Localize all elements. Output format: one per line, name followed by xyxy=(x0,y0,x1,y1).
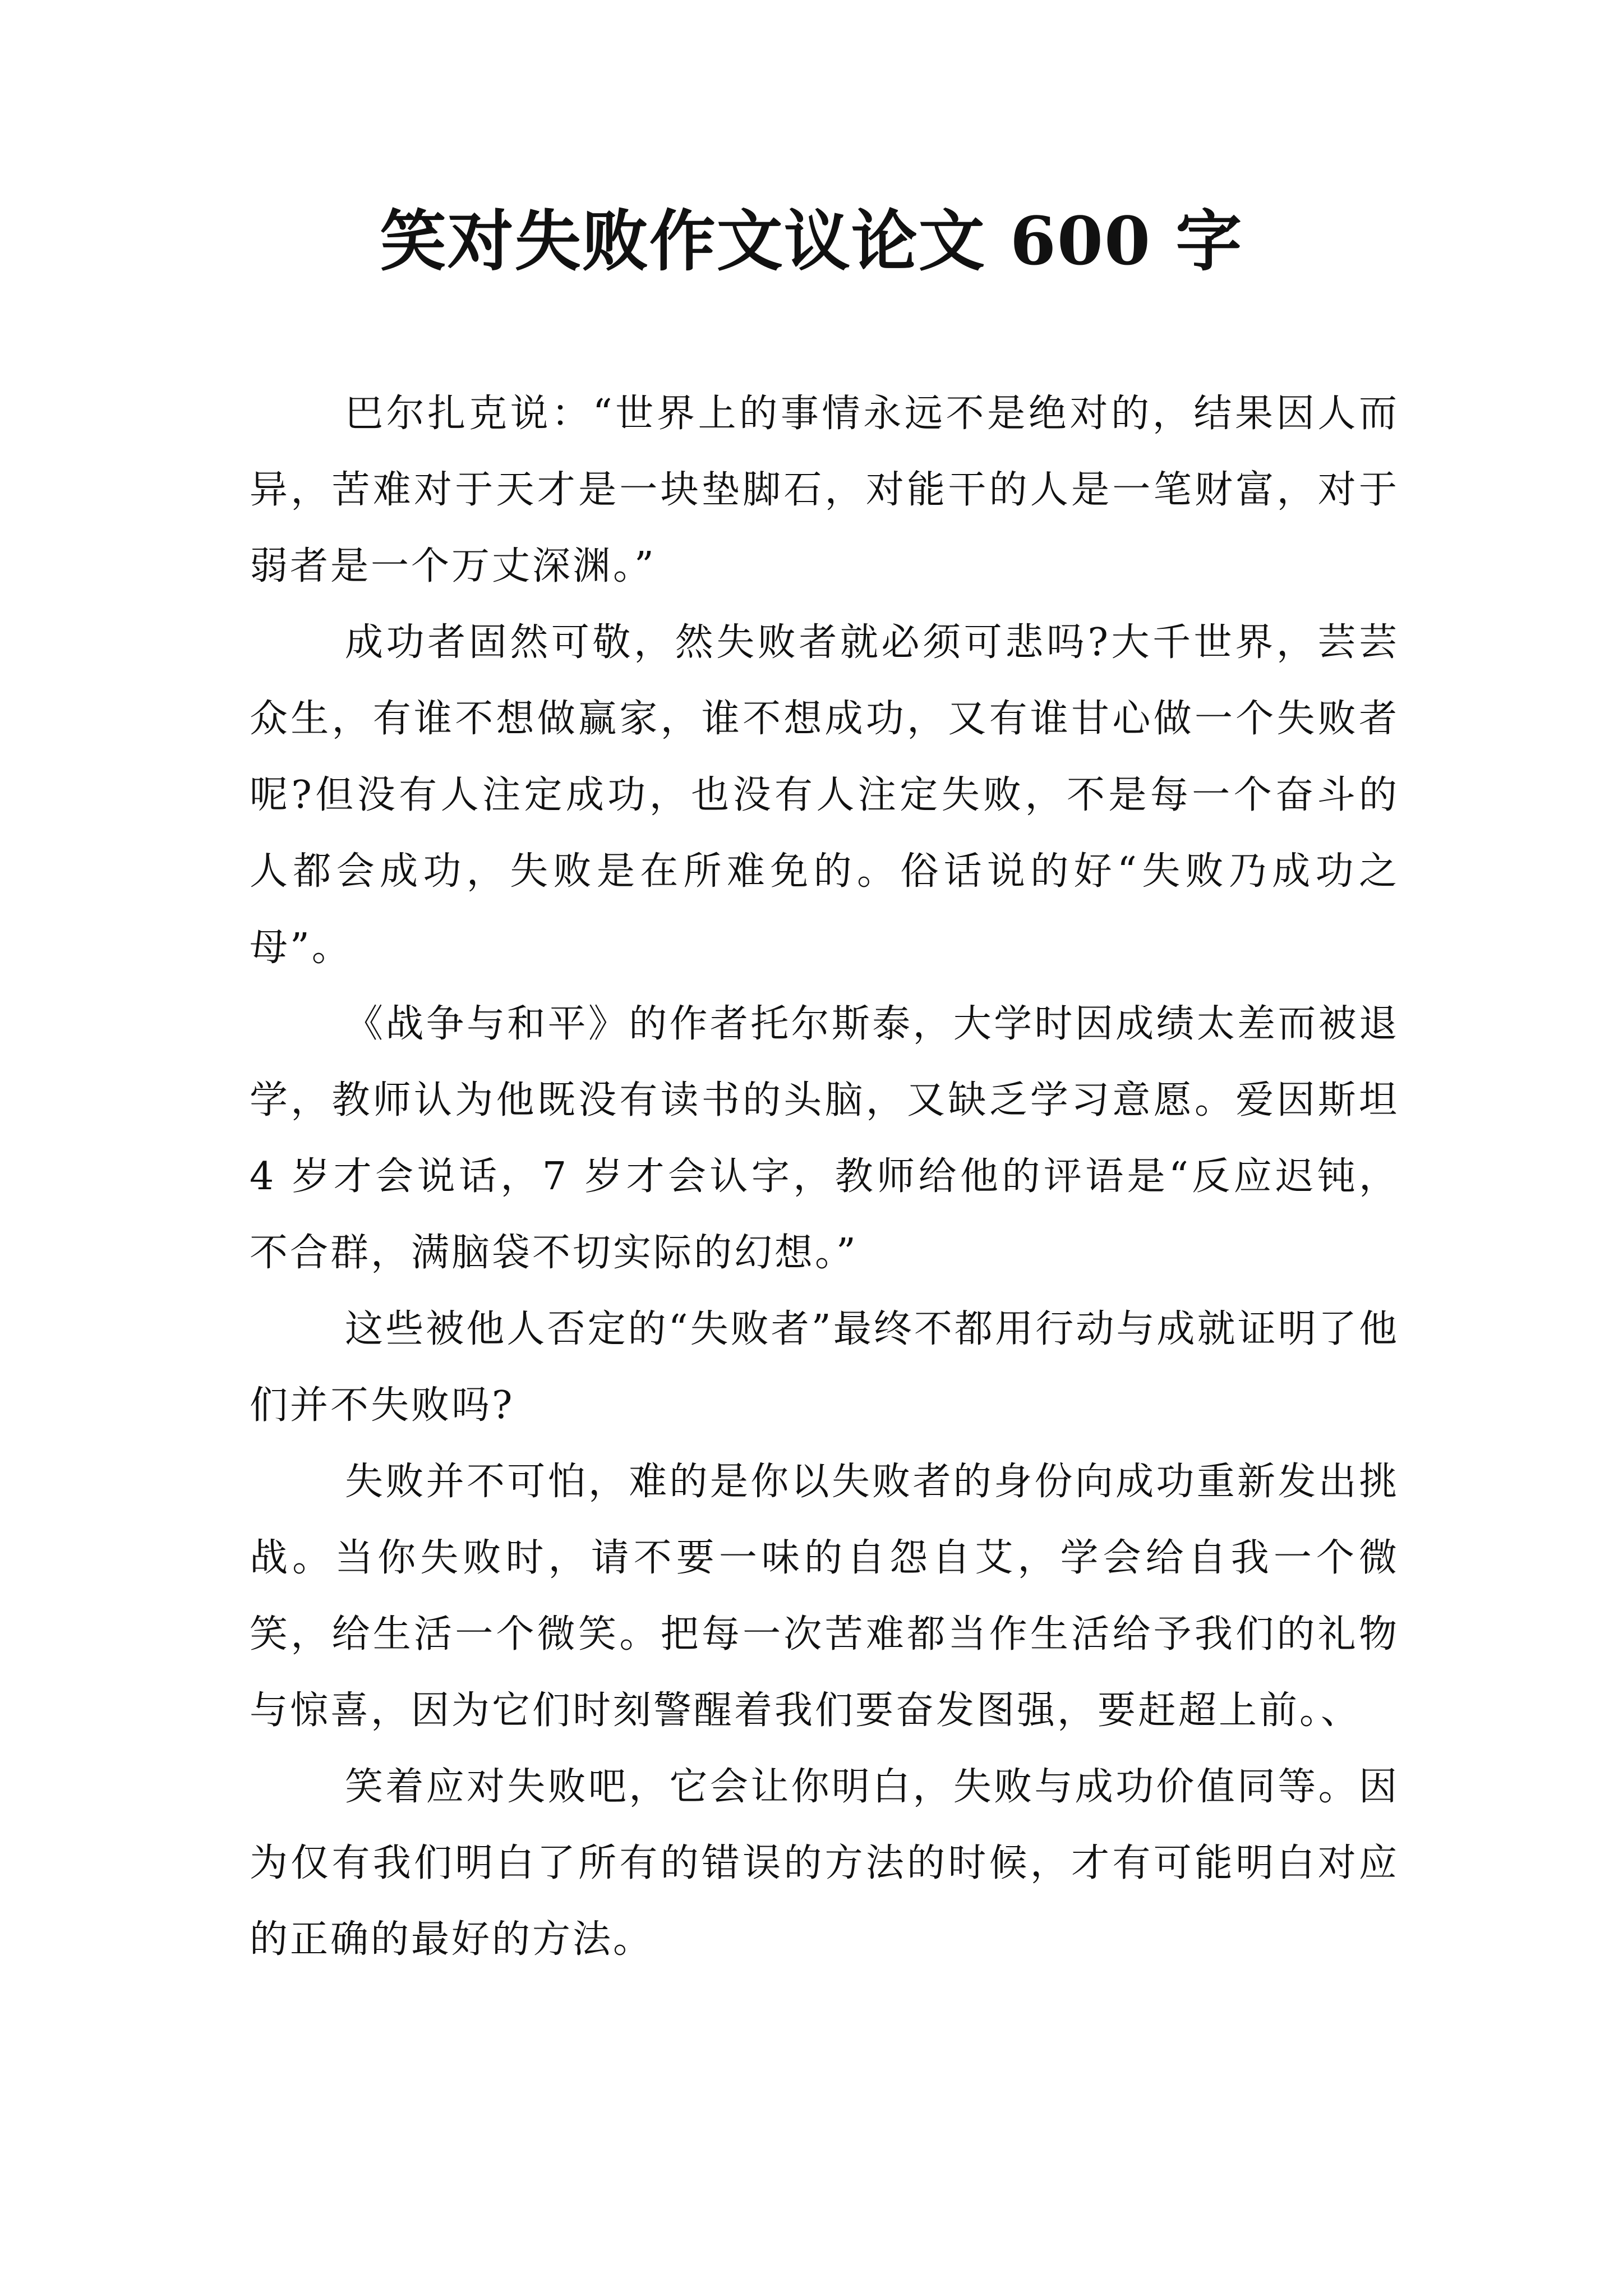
document-title: 笑对失败作文议论文 600 字 xyxy=(380,202,1243,280)
paragraph-4: 这些被他人否定的“失败者”最终不都用行动与成就证明了他们并不失败吗? xyxy=(250,1307,1399,1428)
paragraph-2: 成功者固然可敬，然失败者就必须可悲吗?大千世界，芸芸众生，有谁不想做赢家，谁不想成功，又有谁甘心做一个失败者呢?但没有人注定成功，也没有人注定失败，不是每一个奋斗的人都会成功，失败是在所难免的。俗话说的好“失败乃成功之母”。 xyxy=(250,620,1399,970)
paragraph-5: 失败并不可怕，难的是你以失败者的身份向成功重新发出挑战。当你失败时，请不要一味的自怨自艾，学会给自我一个微笑，给生活一个微笑。把每一次苦难都当作生活给予我们的礼物与惊喜，因为它们时刻警醒着我们要奋发图强，要赶超上前。、 xyxy=(250,1460,1399,1733)
paragraph-3: 《战争与和平》的作者托尔斯泰，大学时因成绩太差而被退学，教师认为他既没有读书的头脑，又缺乏学习意愿。爱因斯坦 4 岁才会说话，7 岁才会认字，教师给他的评语是“反应迟钝，不合群，满脑袋不切实际的幻想。” xyxy=(250,1002,1399,1275)
document-body xyxy=(250,376,1399,1978)
paragraph-1: 巴尔扎克说：“世界上的事情永远不是绝对的，结果因人而异，苦难对于天才是一块垫脚石，对能干的人是一笔财富，对于弱者是一个万丈深渊。” xyxy=(250,392,1399,588)
paragraph-6: 笑着应对失败吧，它会让你明白，失败与成功价值同等。因为仅有我们明白了所有的错误的方法的时候，才有可能明白对应的正确的最好的方法。 xyxy=(250,1765,1399,1962)
